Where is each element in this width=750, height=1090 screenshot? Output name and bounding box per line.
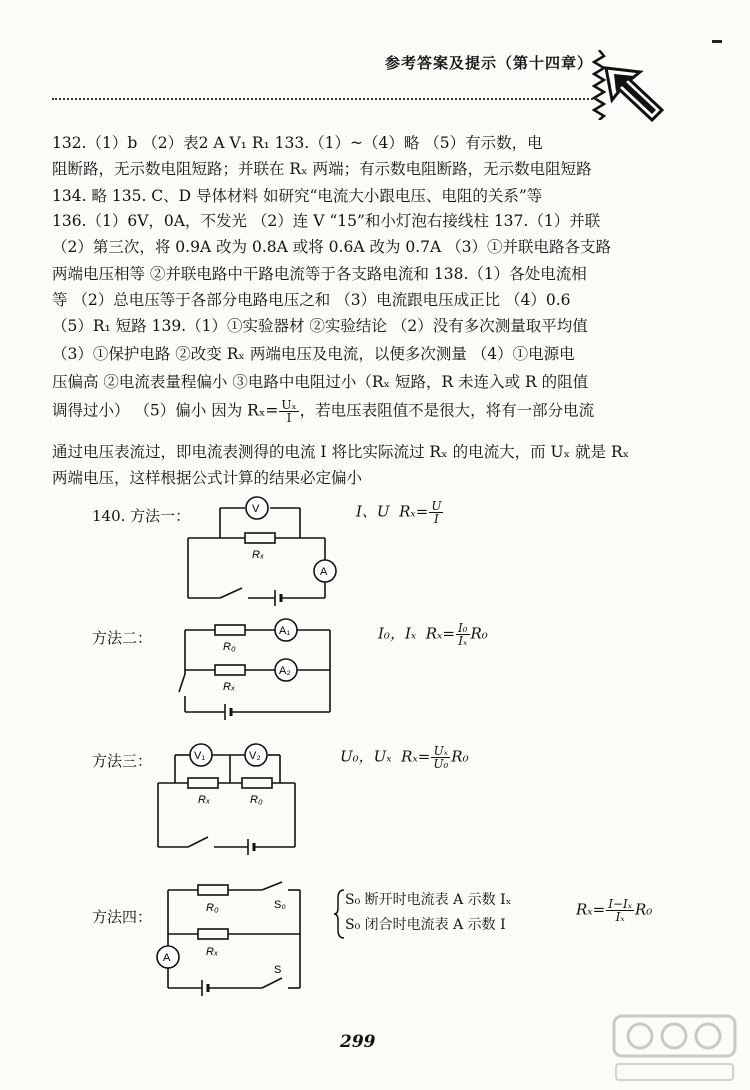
arrow-decoration-icon (604, 66, 666, 122)
method-1-num: U (431, 499, 442, 513)
a1-label: A₁ (279, 625, 291, 637)
method-4-note-1: S₀ 断开时电流表 A 示数 Iₓ (345, 892, 512, 908)
method-3-den: U₀ (433, 757, 449, 771)
resistor-rx (188, 778, 218, 788)
method-2-fraction (456, 622, 470, 647)
line11-pre: 调得过小） （5）偏小 因为 Rₓ= (52, 401, 279, 420)
method-3-fraction (431, 745, 450, 770)
method-3-vars: U₀，Uₓ (340, 747, 392, 766)
r0-label: R₀ (206, 902, 219, 914)
v2-label: V₂ (249, 750, 261, 762)
resistor-r0 (215, 625, 245, 635)
ammeter-label: A (163, 952, 171, 964)
r0-label: R₀ (223, 641, 236, 653)
resistor-rx (215, 665, 245, 675)
method-3-formula (340, 745, 469, 770)
method-3-label: 方法三： (92, 752, 153, 770)
answer-line-6: 两端电压相等 ②并联电路中干路电流等于各支路电流和 138.（1）各处电流相 (52, 265, 587, 283)
corner-mark (712, 40, 722, 43)
resistor-r0 (242, 778, 272, 788)
answer-line-12: 通过电压表流过，即电流表测得的电流 I 将比实际流过 Rₓ 的电流大，而 Uₓ 就是 Rₓ (52, 443, 630, 461)
resistor-r0 (198, 885, 228, 895)
answer-line-1: 132.（1）b （2）表2 A V₁ R₁ 133.（1）~（4）略 （5）有示数，电 (52, 134, 543, 152)
method-2-label: 方法二： (92, 629, 153, 647)
page-number: 299 (340, 1032, 376, 1052)
method-4-fraction (606, 898, 634, 923)
answer-line-9: （3）①保护电路 ②改变 Rₓ 两端电压及电流，以便多次测量 （4）①电源电 (52, 345, 575, 363)
method-1-label: 140. 方法一： (92, 507, 191, 525)
answer-line-13: 两端电压，这样根据公式计算的结果必定偏小 (52, 469, 363, 487)
rx-label: Rₓ (223, 681, 236, 693)
voltmeter-label: V (252, 503, 260, 515)
method-4-formula (576, 898, 652, 923)
fraction (279, 399, 298, 424)
resistor-rx (198, 929, 228, 939)
method-4-note-2: S₀ 闭合时电流表 A 示数 I (345, 917, 506, 933)
method-1-vars: I、U (356, 502, 390, 521)
method-2-num: I₀ (457, 621, 468, 635)
s0-label: S₀ (274, 899, 286, 911)
method-2-vars: I₀，Iₓ (378, 624, 417, 643)
rx-label: Rₓ (206, 946, 219, 958)
method-4-den: Iₓ (615, 910, 625, 924)
rx-label: Rₓ (252, 549, 265, 561)
rx-label: Rₓ (198, 794, 211, 806)
method-2-den: Iₓ (458, 634, 468, 648)
r0-label: R₀ (250, 794, 263, 806)
fraction-num: Uₓ (281, 398, 297, 412)
method-3-lhs: Rₓ= (401, 747, 431, 766)
method-1-den: I (434, 512, 439, 526)
fraction-den: I (286, 411, 292, 425)
method-1-formula (356, 500, 444, 525)
method-2-lhs: Rₓ= (425, 624, 455, 643)
answer-line-4: 136.（1）6V，0A，不发光 （2）连 V “15”和小灯泡右接线柱 137.（1）并联 (52, 212, 601, 230)
header-divider (52, 98, 597, 100)
answer-line-8: （5）R₁ 短路 139.（1）①实验器材 ②实验结论 （2）没有多次测量取平均值 (52, 317, 588, 335)
s-label: S (274, 964, 282, 976)
answer-line-10: 压偏高 ②电流表量程偏小 ③电路中电阻过小（Rₓ 短路，R 未连入或 R 的阻值 (52, 373, 589, 391)
circuit-diagram-3 (150, 735, 310, 860)
answer-line-5: （2）第三次，将 0.9A 改为 0.8A 或将 0.6A 改为 0.7A （3）①并联电路各支路 (52, 238, 612, 256)
method-4-label: 方法四： (92, 908, 153, 926)
answer-line-2: 阻断路，无示数电阻短路；并联在 Rₓ 两端；有示数电阻断路，无示数电阻短路 (52, 160, 592, 178)
answer-line-7: 等 （2）总电压等于各部分电路电压之和 （3）电流跟电压成正比 （4）0.6 (52, 291, 571, 309)
method-3-num: Uₓ (431, 745, 450, 758)
a2-label: A₂ (279, 665, 291, 677)
method-4-num: I−Iₓ (608, 897, 632, 911)
method-4-tail: R₀ (634, 900, 653, 919)
resistor-rx (245, 533, 275, 543)
circuit-diagram-2 (175, 612, 345, 727)
line11-post: ，若电压表阻值不是很大，将有一部分电流 (299, 401, 595, 420)
answer-line-3: 134. 略 135. C、D 导体材料 如研究“电流大小跟电压、电阻的关系”等 (52, 187, 543, 205)
method-3-tail: R₀ (451, 747, 469, 766)
method-2-tail: R₀ (470, 624, 488, 643)
v1-label: V₁ (194, 750, 206, 762)
method-1-lhs: Rₓ= (399, 502, 429, 521)
ammeter-label: A (320, 566, 328, 578)
circuit-diagram-1 (180, 490, 350, 610)
method-4-lhs: Rₓ= (576, 900, 606, 919)
page-header-title: 参考答案及提示（第十四章） (385, 54, 594, 72)
watermark-logo-icon (612, 1012, 737, 1084)
circuit-diagram-4 (150, 880, 320, 1000)
answer-line-11 (52, 399, 594, 424)
method-2-formula (378, 622, 488, 647)
method-1-fraction (429, 500, 443, 525)
